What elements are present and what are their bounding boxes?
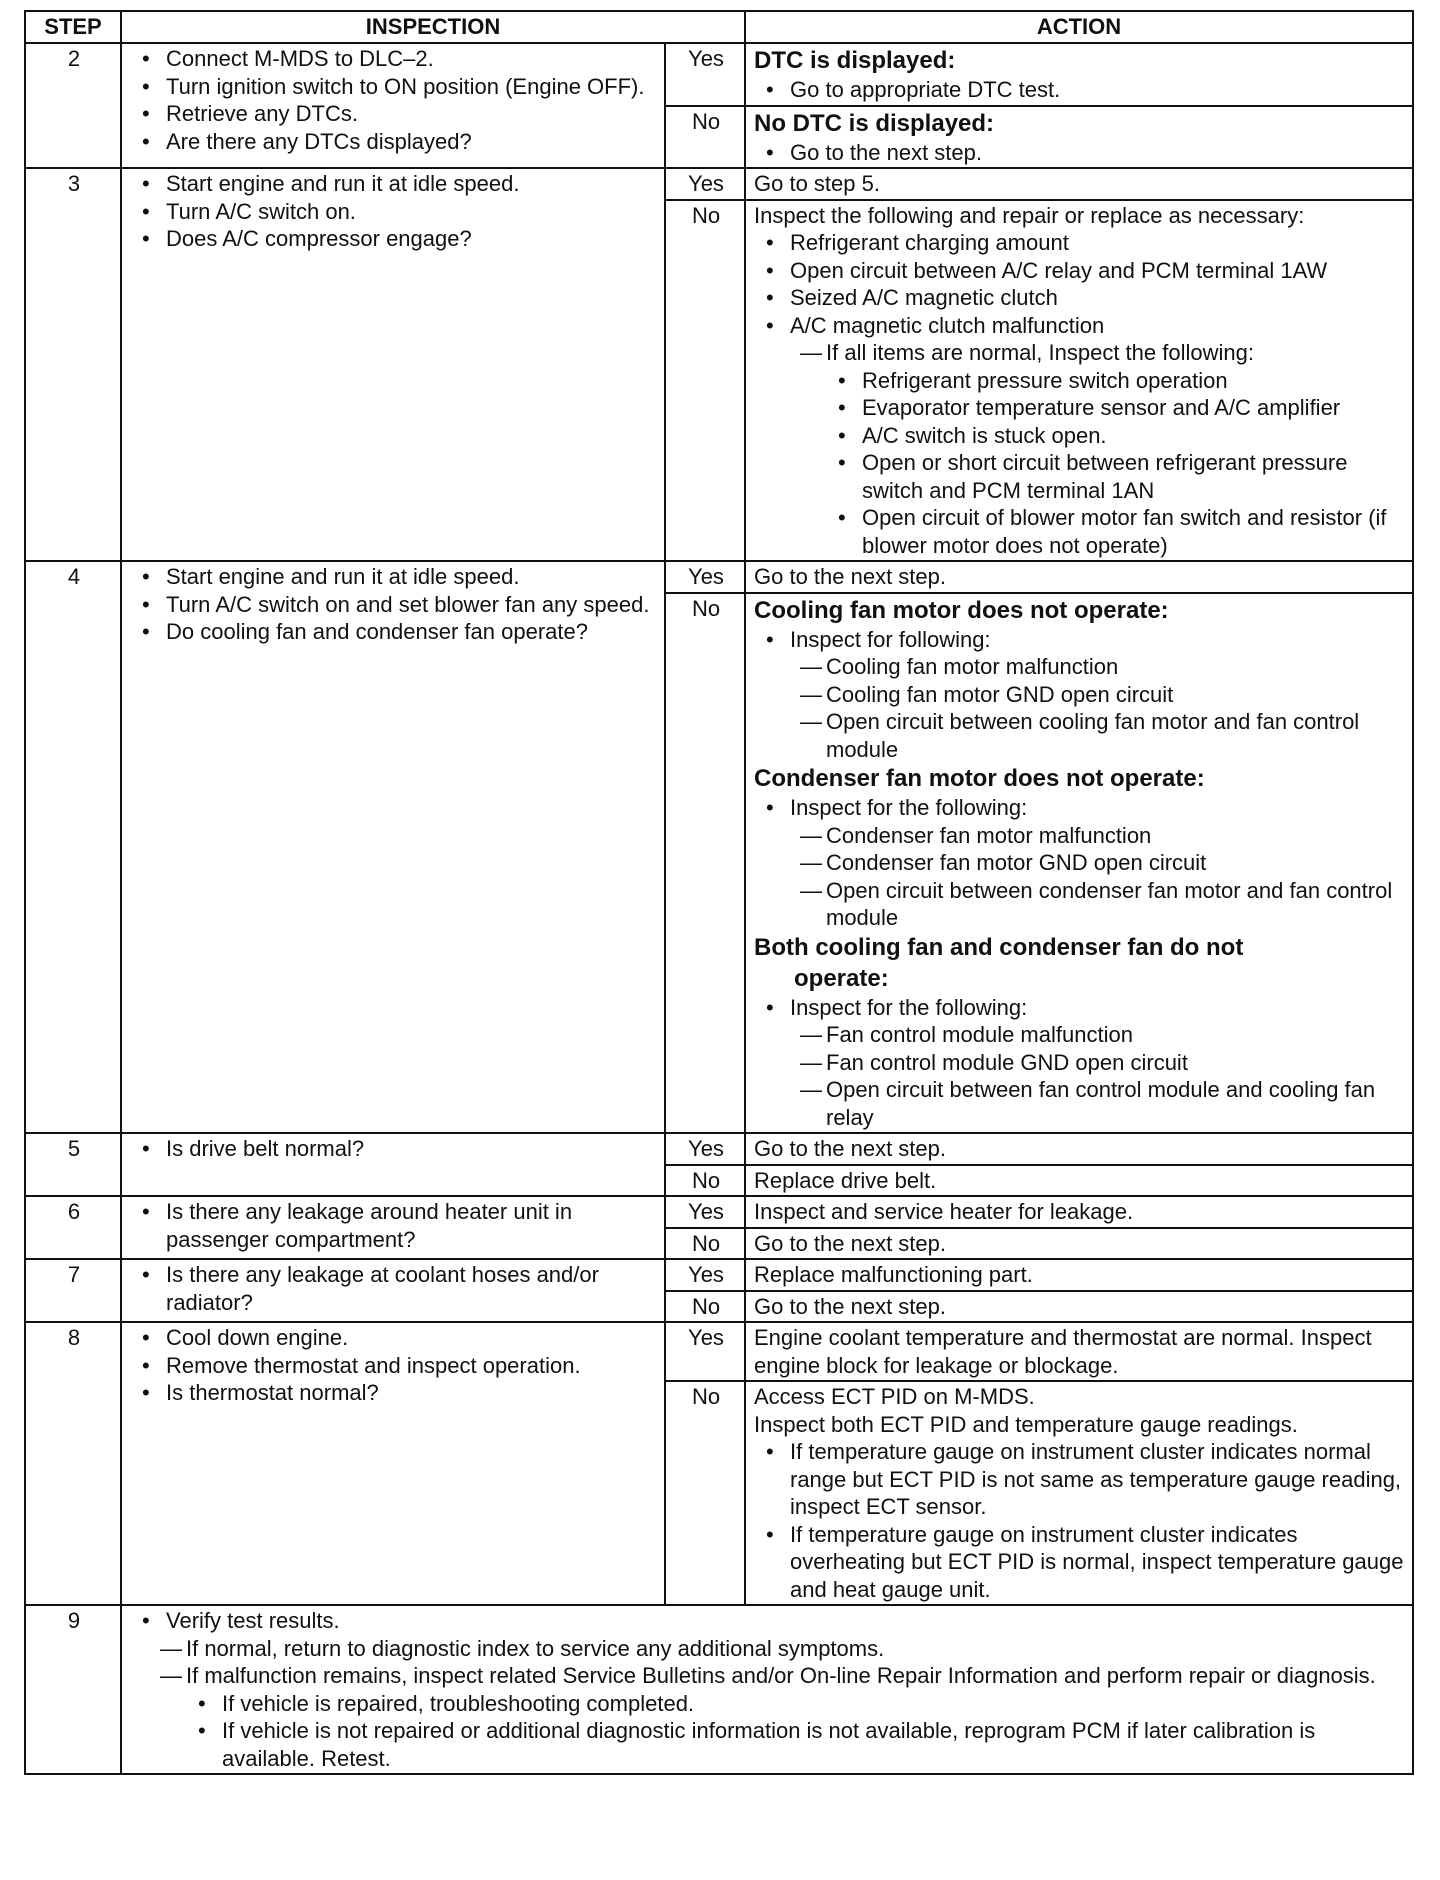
step-number: 7 [25, 1259, 121, 1322]
header-row [25, 11, 1413, 43]
step-2-yes-action [745, 43, 1413, 106]
yes-label: Yes [665, 1259, 745, 1291]
action-heading: Cooling fan motor does not operate: [754, 596, 1169, 624]
action-item: • Inspect for the following: [754, 794, 1406, 822]
no-label: No [665, 1165, 745, 1197]
action-subitem: • Open or short circuit between refrigerant pressure switch and PCM terminal 1AN [826, 449, 1406, 504]
header-step: STEP [25, 11, 121, 43]
step-6-no-action: Go to the next step. [745, 1228, 1413, 1260]
action-heading: Condenser fan motor does not operate: [754, 765, 1205, 792]
inspection-item: • Turn ignition switch to ON position (Engine OFF). [130, 73, 658, 101]
action-item: • Go to the next step. [754, 139, 1406, 167]
step-7-no-action: Go to the next step. [745, 1291, 1413, 1323]
action-heading-cont: operate: [794, 964, 889, 992]
step-7-yes-row [25, 1259, 1413, 1291]
yes-label: Yes [665, 1322, 745, 1381]
yes-label: Yes [665, 1196, 745, 1228]
action-subitem: — Fan control module GND open circuit [790, 1049, 1406, 1077]
inspection-subitem: • If vehicle is repaired, troubleshooting completed. [186, 1690, 1406, 1718]
inspection-item: • Are there any DTCs displayed? [130, 128, 658, 156]
inspection-item: • Do cooling fan and condenser fan operate? [130, 618, 658, 646]
step-number: 4 [25, 561, 121, 1133]
step-8-yes-row [25, 1322, 1413, 1381]
action-item: • Seized A/C magnetic clutch [754, 284, 1406, 312]
header-action: ACTION [745, 11, 1413, 43]
inspection-item: • Start engine and run it at idle speed. [130, 170, 658, 198]
header-inspection: INSPECTION [121, 11, 745, 43]
step-6-inspection [121, 1196, 665, 1259]
action-subitem: — Cooling fan motor malfunction [790, 653, 1406, 681]
no-label: No [665, 1228, 745, 1260]
step-8-no-action [745, 1381, 1413, 1605]
step-9-content [121, 1605, 1413, 1774]
step-5-inspection [121, 1133, 665, 1196]
step-7-inspection [121, 1259, 665, 1322]
action-subitem: • Evaporator temperature sensor and A/C amplifier [826, 394, 1406, 422]
step-3-no-action [745, 200, 1413, 562]
step-9-row [25, 1605, 1413, 1774]
step-2-no-action [745, 106, 1413, 169]
inspection-item: • Is drive belt normal? [130, 1135, 658, 1163]
inspection-item: • Remove thermostat and inspect operation. [130, 1352, 658, 1380]
action-subitem: — Open circuit between fan control module and cooling fan relay [790, 1076, 1406, 1131]
step-number: 5 [25, 1133, 121, 1196]
yes-label: Yes [665, 168, 745, 200]
step-number: 6 [25, 1196, 121, 1259]
action-heading: DTC is displayed: [754, 47, 956, 74]
inspection-item: • Start engine and run it at idle speed. [130, 563, 658, 591]
action-line: Access ECT PID on M-MDS. [754, 1384, 1035, 1409]
action-item: • If temperature gauge on instrument cluster indicates normal range but ECT PID is not same as temperature gauge reading, inspect ECT sensor. [754, 1438, 1406, 1521]
yes-label: Yes [665, 43, 745, 106]
action-item: • Refrigerant charging amount [754, 229, 1406, 257]
step-4-yes-row [25, 561, 1413, 593]
action-item: • A/C magnetic clutch malfunction [754, 312, 1406, 340]
action-item: • Go to appropriate DTC test. [754, 76, 1406, 104]
step-number: 8 [25, 1322, 121, 1605]
action-subitem: — Condenser fan motor malfunction [790, 822, 1406, 850]
step-number: 3 [25, 168, 121, 561]
inspection-item: • Is there any leakage around heater unit in passenger compartment? [130, 1198, 658, 1253]
inspection-item: • Turn A/C switch on. [130, 198, 658, 226]
step-5-yes-action: Go to the next step. [745, 1133, 1413, 1165]
action-line: Inspect both ECT PID and temperature gauge readings. [754, 1411, 1298, 1437]
inspection-item: • Does A/C compressor engage? [130, 225, 658, 253]
inspection-item: • Is there any leakage at coolant hoses and/or radiator? [130, 1261, 658, 1316]
no-label: No [665, 1291, 745, 1323]
step-2-inspection [121, 43, 665, 168]
step-5-yes-row [25, 1133, 1413, 1165]
no-label: No [665, 593, 745, 1134]
step-6-yes-action: Inspect and service heater for leakage. [745, 1196, 1413, 1228]
yes-label: Yes [665, 1133, 745, 1165]
step-8-inspection [121, 1322, 665, 1605]
action-heading: No DTC is displayed: [754, 109, 995, 137]
no-label: No [665, 1381, 745, 1605]
inspection-subitem: — If normal, return to diagnostic index to service any additional symptoms. [150, 1635, 1406, 1663]
inspection-item: • Cool down engine. [130, 1324, 658, 1352]
inspection-item: • Retrieve any DTCs. [130, 100, 658, 128]
inspection-subitem: • If vehicle is not repaired or additional diagnostic information is not available, reprogram PCM if later calibration is available. Retest. [186, 1717, 1406, 1772]
no-label: No [665, 106, 745, 169]
step-5-no-action: Replace drive belt. [745, 1165, 1413, 1197]
action-subitem: — Cooling fan motor GND open circuit [790, 681, 1406, 709]
action-item: • Inspect for following: [754, 626, 1406, 654]
action-item: • Open circuit between A/C relay and PCM terminal 1AW [754, 257, 1406, 285]
step-7-yes-action: Replace malfunctioning part. [745, 1259, 1413, 1291]
action-subitem: — Open circuit between cooling fan motor and fan control module [790, 708, 1406, 763]
action-subitem: — Fan control module malfunction [790, 1021, 1406, 1049]
inspection-item: • Verify test results. [130, 1607, 1406, 1635]
step-3-inspection [121, 168, 665, 561]
inspection-item: • Turn A/C switch on and set blower fan any speed. [130, 591, 658, 619]
action-subitem: • Open circuit of blower motor fan switch and resistor (if blower motor does not operate) [826, 504, 1406, 559]
action-subitem: • Refrigerant pressure switch operation [826, 367, 1406, 395]
diagnostic-table [24, 10, 1414, 1775]
no-label: No [665, 200, 745, 562]
action-item: • Inspect for the following: [754, 994, 1406, 1022]
inspection-subitem: — If malfunction remains, inspect related Service Bulletins and/or On-line Repair Information and perform repair or diagnosis. [150, 1662, 1406, 1690]
yes-label: Yes [665, 561, 745, 593]
action-subitem: — Condenser fan motor GND open circuit [790, 849, 1406, 877]
action-subitem: — If all items are normal, Inspect the following: [790, 339, 1406, 367]
inspection-item: • Connect M-MDS to DLC–2. [130, 45, 658, 73]
action-intro: Inspect the following and repair or replace as necessary: [754, 202, 1305, 228]
step-number: 2 [25, 43, 121, 168]
step-4-yes-action: Go to the next step. [745, 561, 1413, 593]
action-heading: Both cooling fan and condenser fan do not [754, 933, 1244, 961]
action-subitem: — Open circuit between condenser fan motor and fan control module [790, 877, 1406, 932]
step-2-yes-row [25, 43, 1413, 106]
step-number: 9 [25, 1605, 121, 1774]
step-4-inspection [121, 561, 665, 1133]
step-6-yes-row [25, 1196, 1413, 1228]
action-item: • If temperature gauge on instrument cluster indicates overheating but ECT PID is normal, inspect temperature gauge and heat gauge unit. [754, 1521, 1406, 1604]
step-3-yes-action: Go to step 5. [745, 168, 1413, 200]
step-8-yes-action: Engine coolant temperature and thermostat are normal. Inspect engine block for leakage or blockage. [745, 1322, 1413, 1381]
inspection-item: • Is thermostat normal? [130, 1379, 658, 1407]
step-3-yes-row [25, 168, 1413, 200]
action-subitem: • A/C switch is stuck open. [826, 422, 1406, 450]
step-4-no-action [745, 593, 1413, 1134]
